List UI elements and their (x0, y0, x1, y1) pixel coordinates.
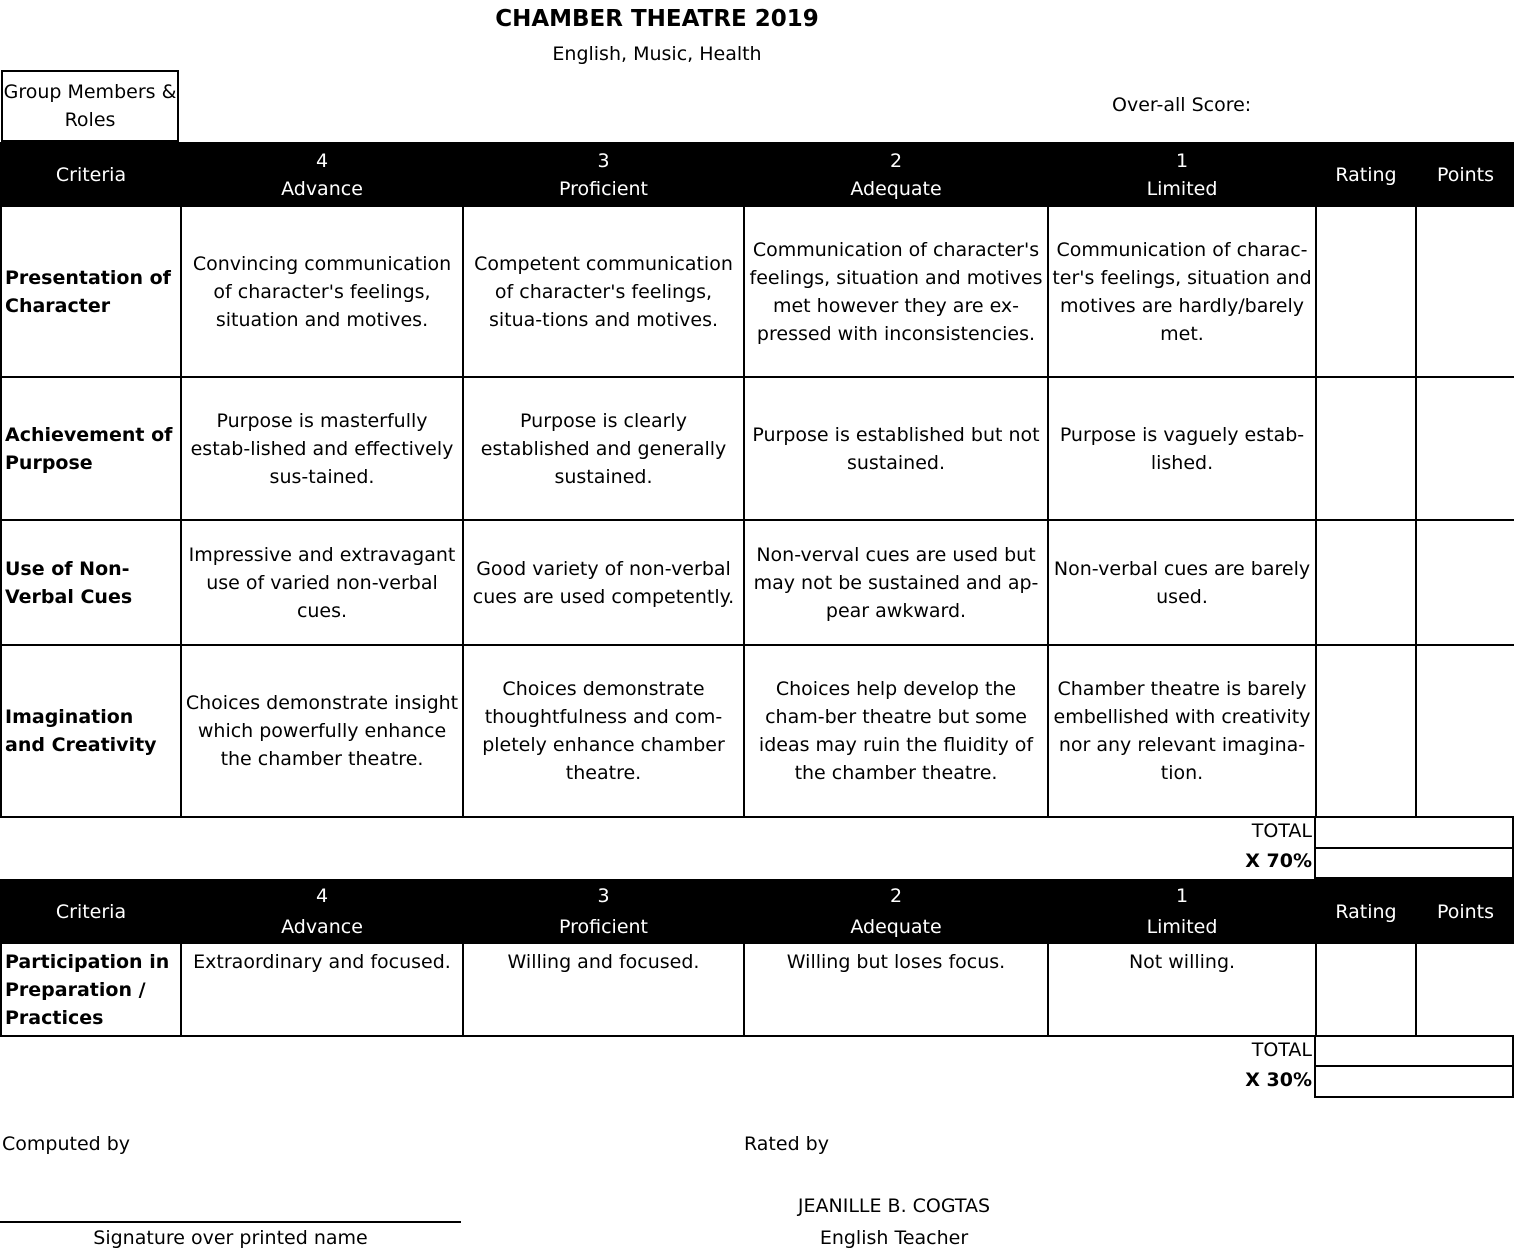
header-row (1, 911, 1514, 943)
level-3-score: 3 (463, 880, 744, 911)
descriptor-cell: Purpose is clearly established and generally sustained. (463, 377, 744, 520)
descriptor-cell: Not willing. (1048, 943, 1316, 1036)
descriptor-cell: Extraordinary and focused. (181, 943, 463, 1036)
descriptor-cell: Willing and focused. (463, 943, 744, 1036)
teacher-role: English Teacher (819, 1227, 969, 1249)
descriptor-cell: Choices demonstrate insight which powerfully enhance the chamber theatre. (181, 645, 463, 817)
computed-by-label: Computed by (2, 1133, 131, 1155)
header-row (1, 880, 1514, 911)
level-4-score: 4 (181, 880, 463, 911)
level-1-name: Limited (1048, 911, 1316, 943)
rating-header: Rating (1316, 143, 1416, 206)
level-1-score: 1 (1048, 880, 1316, 911)
rating-cell[interactable] (1316, 206, 1416, 377)
weighted-total-box[interactable] (1314, 847, 1514, 879)
total-label: TOTAL (1251, 1039, 1312, 1061)
criterion-cell: Imagination and Creativity (1, 645, 181, 817)
table-row (1, 206, 1514, 377)
rubric-table-participation (0, 879, 1514, 1037)
points-cell[interactable] (1416, 943, 1514, 1036)
percent-label: X 30% (1245, 1069, 1312, 1091)
signature-label: Signature over printed name (93, 1227, 368, 1249)
descriptor-cell: Purpose is established but not sustained. (744, 377, 1048, 520)
total-box[interactable] (1314, 816, 1514, 849)
descriptor-cell: Chamber theatre is barely embellished with creativity nor any relevant imagina-tion. (1048, 645, 1316, 817)
rubric-table-main (0, 142, 1514, 818)
criterion-cell: Presentation of Character (1, 206, 181, 377)
group-members-box (1, 70, 179, 142)
criteria-header: Criteria (1, 143, 181, 206)
overall-score-label: Over-all Score: (1112, 94, 1252, 116)
descriptor-cell: Convincing communication of character's feelings, situation and motives. (181, 206, 463, 377)
descriptor-cell: Purpose is vaguely estab-lished. (1048, 377, 1316, 520)
criterion-cell: Use of Non-Verbal Cues (1, 520, 181, 645)
descriptor-cell: Purpose is masterfully estab-lished and effectively sus-tained. (181, 377, 463, 520)
level-4-header: 4 Advance (181, 143, 463, 206)
table-row (1, 520, 1514, 645)
descriptor-cell: Communication of character's feelings, situation and motives met however they are ex-pressed with inconsistencies. (744, 206, 1048, 377)
rated-by-label: Rated by (744, 1133, 829, 1155)
descriptor-cell: Communication of charac-ter's feelings, situation and motives are hardly/barely met. (1048, 206, 1316, 377)
descriptor-cell: Competent communication of character's feelings, situa-tions and motives. (463, 206, 744, 377)
descriptor-cell: Non-verval cues are used but may not be sustained and ap-pear awkward. (744, 520, 1048, 645)
rating-header: Rating (1316, 880, 1416, 943)
table-row (1, 943, 1514, 1036)
rating-cell[interactable] (1316, 645, 1416, 817)
descriptor-cell: Choices help develop the cham-ber theatre but some ideas may ruin the fluidity of the chamber theatre. (744, 645, 1048, 817)
points-header: Points (1416, 143, 1514, 206)
level-4-name: Advance (181, 911, 463, 943)
level-2-score: 2 (744, 880, 1048, 911)
points-cell[interactable] (1416, 377, 1514, 520)
descriptor-cell: Willing but loses focus. (744, 943, 1048, 1036)
descriptor-cell: Impressive and extravagant use of varied non-verbal cues. (181, 520, 463, 645)
rating-cell[interactable] (1316, 377, 1416, 520)
descriptor-cell: Non-verbal cues are barely used. (1048, 520, 1316, 645)
table-row (1, 377, 1514, 520)
points-cell[interactable] (1416, 645, 1514, 817)
table-row (1, 645, 1514, 817)
descriptor-cell: Choices demonstrate thoughtfulness and com-pletely enhance chamber theatre. (463, 645, 744, 817)
points-cell[interactable] (1416, 206, 1514, 377)
rating-cell[interactable] (1316, 943, 1416, 1036)
descriptor-cell: Good variety of non-verbal cues are used competently. (463, 520, 744, 645)
header-row (1, 143, 1514, 206)
rating-cell[interactable] (1316, 520, 1416, 645)
level-3-header: 3 Proficient (463, 143, 744, 206)
page-subtitle: English, Music, Health (552, 43, 762, 65)
level-2-name: Adequate (744, 911, 1048, 943)
total-label: TOTAL (1251, 820, 1312, 842)
signature-line (0, 1221, 461, 1223)
criterion-cell: Achievement of Purpose (1, 377, 181, 520)
criterion-cell: Participation in Preparation / Practices (1, 943, 181, 1036)
points-header: Points (1416, 880, 1514, 943)
criteria-header: Criteria (1, 880, 181, 943)
level-1-header: 1 Limited (1048, 143, 1316, 206)
points-cell[interactable] (1416, 520, 1514, 645)
teacher-name: JEANILLE B. COGTAS (797, 1195, 991, 1217)
percent-label: X 70% (1245, 850, 1312, 872)
page-title: CHAMBER THEATRE 2019 (495, 6, 819, 32)
total-box[interactable] (1314, 1035, 1514, 1067)
group-members-label: Group Members & Roles (3, 81, 177, 131)
weighted-total-box[interactable] (1314, 1065, 1514, 1098)
level-2-header: 2 Adequate (744, 143, 1048, 206)
level-3-name: Proficient (463, 911, 744, 943)
